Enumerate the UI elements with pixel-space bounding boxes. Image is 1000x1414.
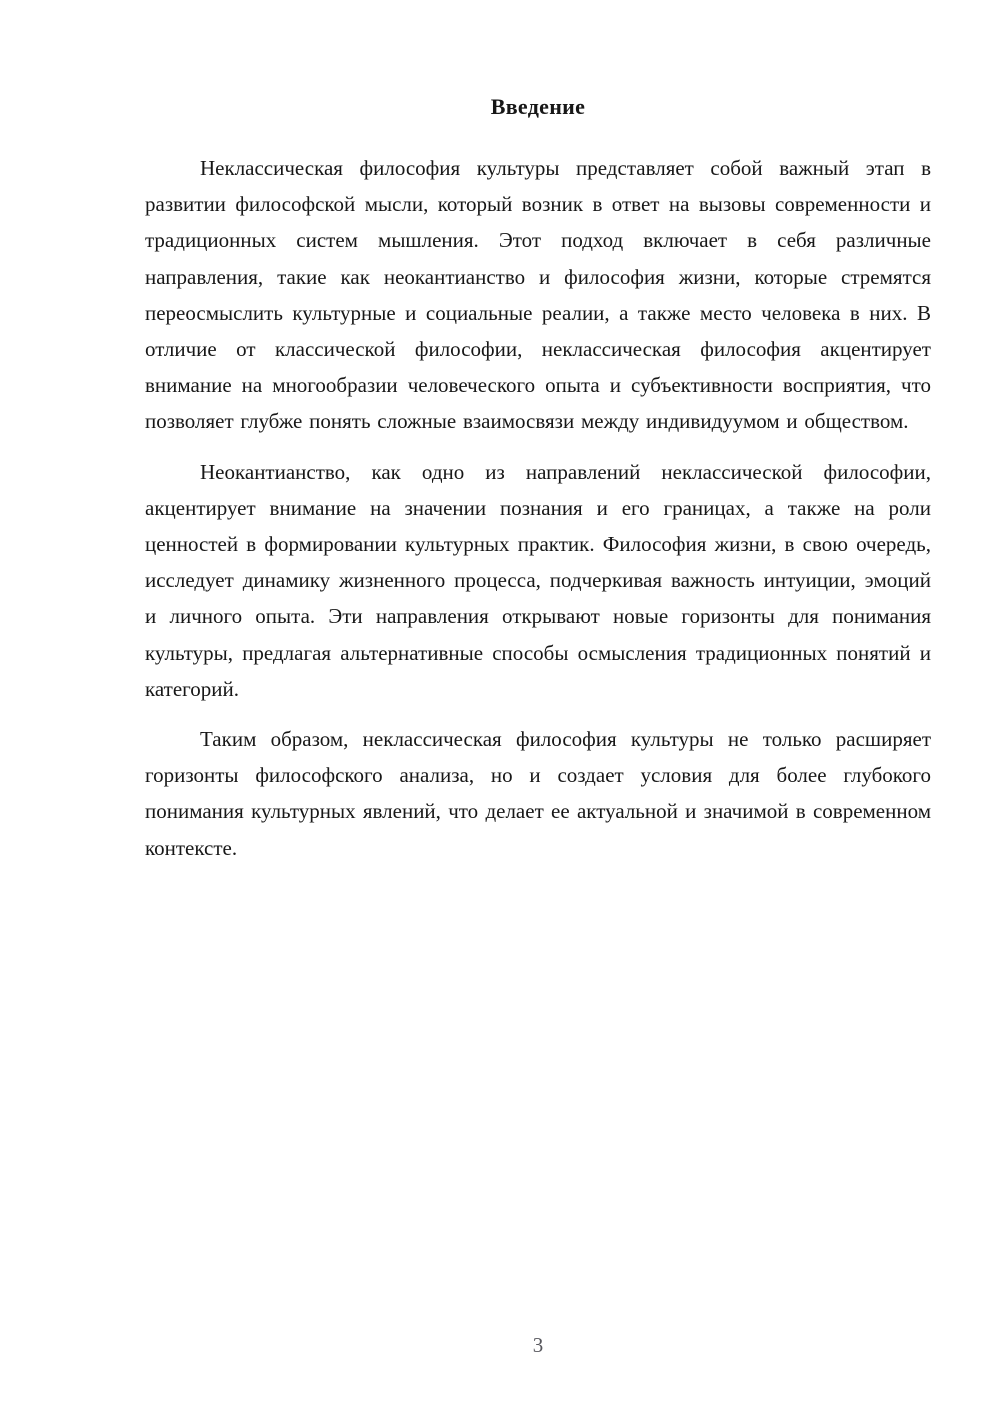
paragraph-3: Таким образом, неклассическая философия культуры не только расширяет горизонты философского анализа, но и создает условия для более глубокого понимания культурных явлений, что делает ее актуальной и значимой в современном контексте. — [145, 727, 931, 860]
section-heading: Введение — [490, 94, 586, 119]
paragraph-1: Неклассическая философия культуры представляет собой важный этап в развитии философской мысли, который возник в ответ на вызовы современности и традиционных систем мышления. Этот подход включает в себя различные направления, такие как неокантианство и философия жизни, которые стремятся переосмыслить культурные и социальные реалии, а также место человека в них. В отличие от классической философии, неклассическая философия акцентирует внимание на многообразии человеческого опыта и субъективности восприятия, что позволяет глубже понять сложные взаимосвязи между индивидуумом и обществом. — [145, 156, 931, 434]
document-body — [145, 92, 931, 866]
paragraph-2: Неокантианство, как одно из направлений неклассической философии, акцентирует внимание на значении познания и его границах, а также на роли ценностей в формировании культурных практик. Философия жизни, в свою очередь, исследует динамику жизненного процесса, подчеркивая важность интуиции, эмоций и личного опыта. Эти направления открывают новые горизонты для понимания культуры, предлагая альтернативные способы осмысления традиционных понятий и категорий. — [145, 459, 931, 701]
page-number: 3 — [532, 1333, 544, 1357]
